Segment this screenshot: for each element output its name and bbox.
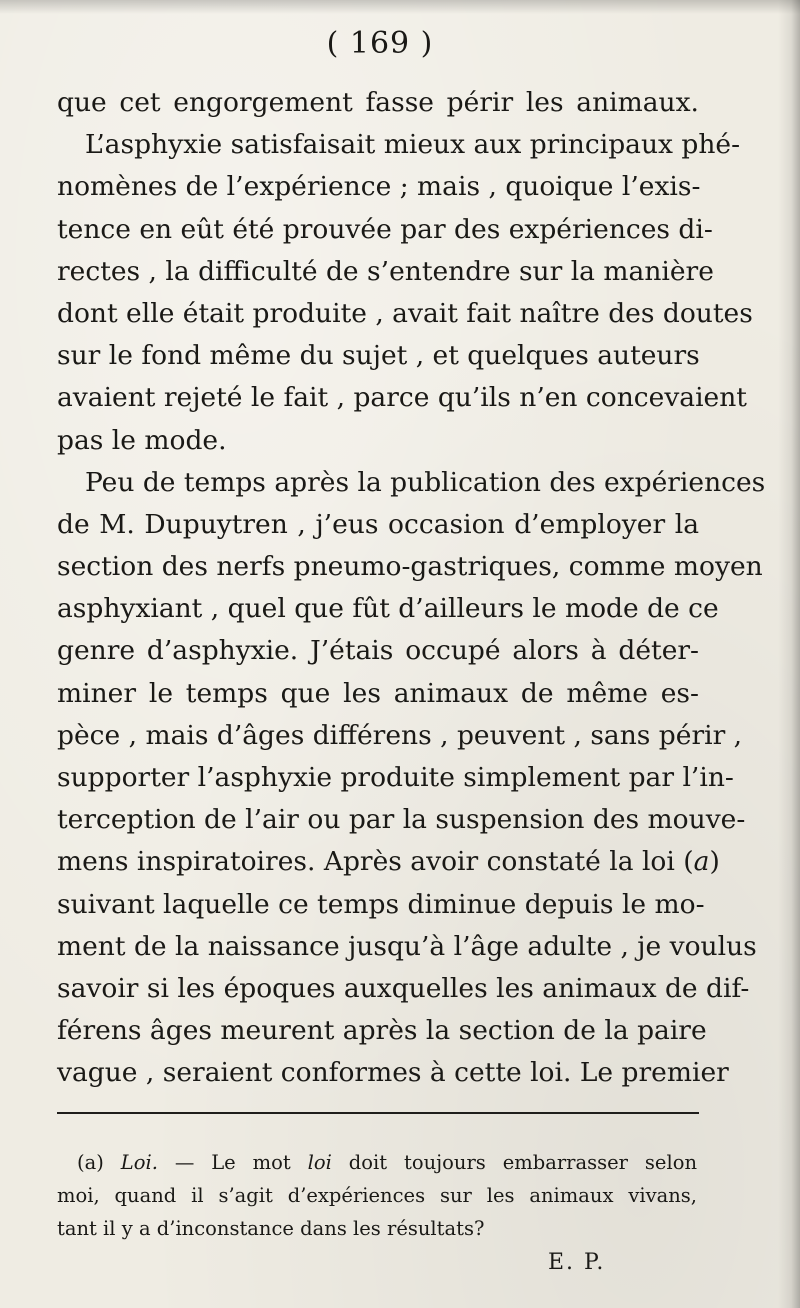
text-line: section des nerfs pneumo-gastriques, comme moyen [57,551,763,583]
text-line: sur le fond même du sujet , et quelques auteurs [57,340,700,372]
text-line: avaient rejeté le fait , parce qu’ils n’en concevaient [57,382,747,414]
footnote-separator [57,1112,699,1114]
text-line: vague , seraient conformes à cette loi. Le premier [57,1057,729,1089]
text-line: mens inspiratoires. Après avoir constaté la loi (a) [57,846,720,878]
text-line: asphyxiant , quel que fût d’ailleurs le mode de ce [57,593,719,625]
text-line: tence en eût été prouvée par des expériences di- [57,213,713,245]
text-line: supporter l’asphyxie produite simplement par l’in- [57,762,734,793]
footnote-dash: — [174,1151,195,1174]
footnote-signature: E. P. [548,1250,606,1275]
page-top-shadow [0,0,800,14]
text-line: genre d’asphyxie. J’étais occupé alors à déter- [57,635,699,667]
text-line: miner le temps que les animaux de même es- [57,677,699,709]
text-line: férens âges meurent après la section de la paire [57,1015,707,1047]
text-line: de M. Dupuytren , j’eus occasion d’employer la [57,508,699,540]
footnote-text-after-italic: doit toujours embarrasser selon [348,1151,697,1174]
text-line: savoir si les époques auxquelles les animaux de dif- [57,972,750,1004]
footnote-term: Loi. [120,1151,158,1174]
text-line: pèce , mais d’âges différens , peuvent , sans périr , [57,719,743,751]
text-line: nomènes de l’expérience ; mais , quoique l’exis- [57,171,701,203]
text-line: suivant laquelle ce temps diminue depuis le mo- [57,888,705,920]
page-right-shadow [778,0,800,1308]
main-text-block [57,82,766,1095]
page-number: ( 169 ) [326,26,434,61]
text-line: pas le mode. [57,424,227,456]
footnote-line-3: tant il y a d’inconstance dans les résultats? [57,1217,485,1240]
text-line: que cet engorgement fasse périr les animaux. [57,87,699,118]
text-line: ment de la naissance jusqu’à l’âge adulte , je voulus [57,930,757,962]
footnote [57,1146,697,1245]
text-line: dont elle était produite , avait fait naître des doutes [57,297,753,329]
footnote-line-1 [57,1146,697,1179]
text-line: terception de l’air ou par la suspension des mouve- [57,804,746,836]
footnote-marker: (a) [77,1151,104,1174]
footnote-text-before-italic: Le mot [211,1151,291,1174]
text-line: rectes , la difficulté de s’entendre sur la manière [57,255,714,287]
text-line: Peu de temps après la publication des expériences [85,466,766,498]
footnote-line-2: moi, quand il s’agit d’expériences sur les animaux vivans, [57,1184,697,1207]
footnote-italic-word: loi [307,1151,332,1174]
text-line: L’asphyxie satisfaisait mieux aux principaux phé- [85,129,741,161]
